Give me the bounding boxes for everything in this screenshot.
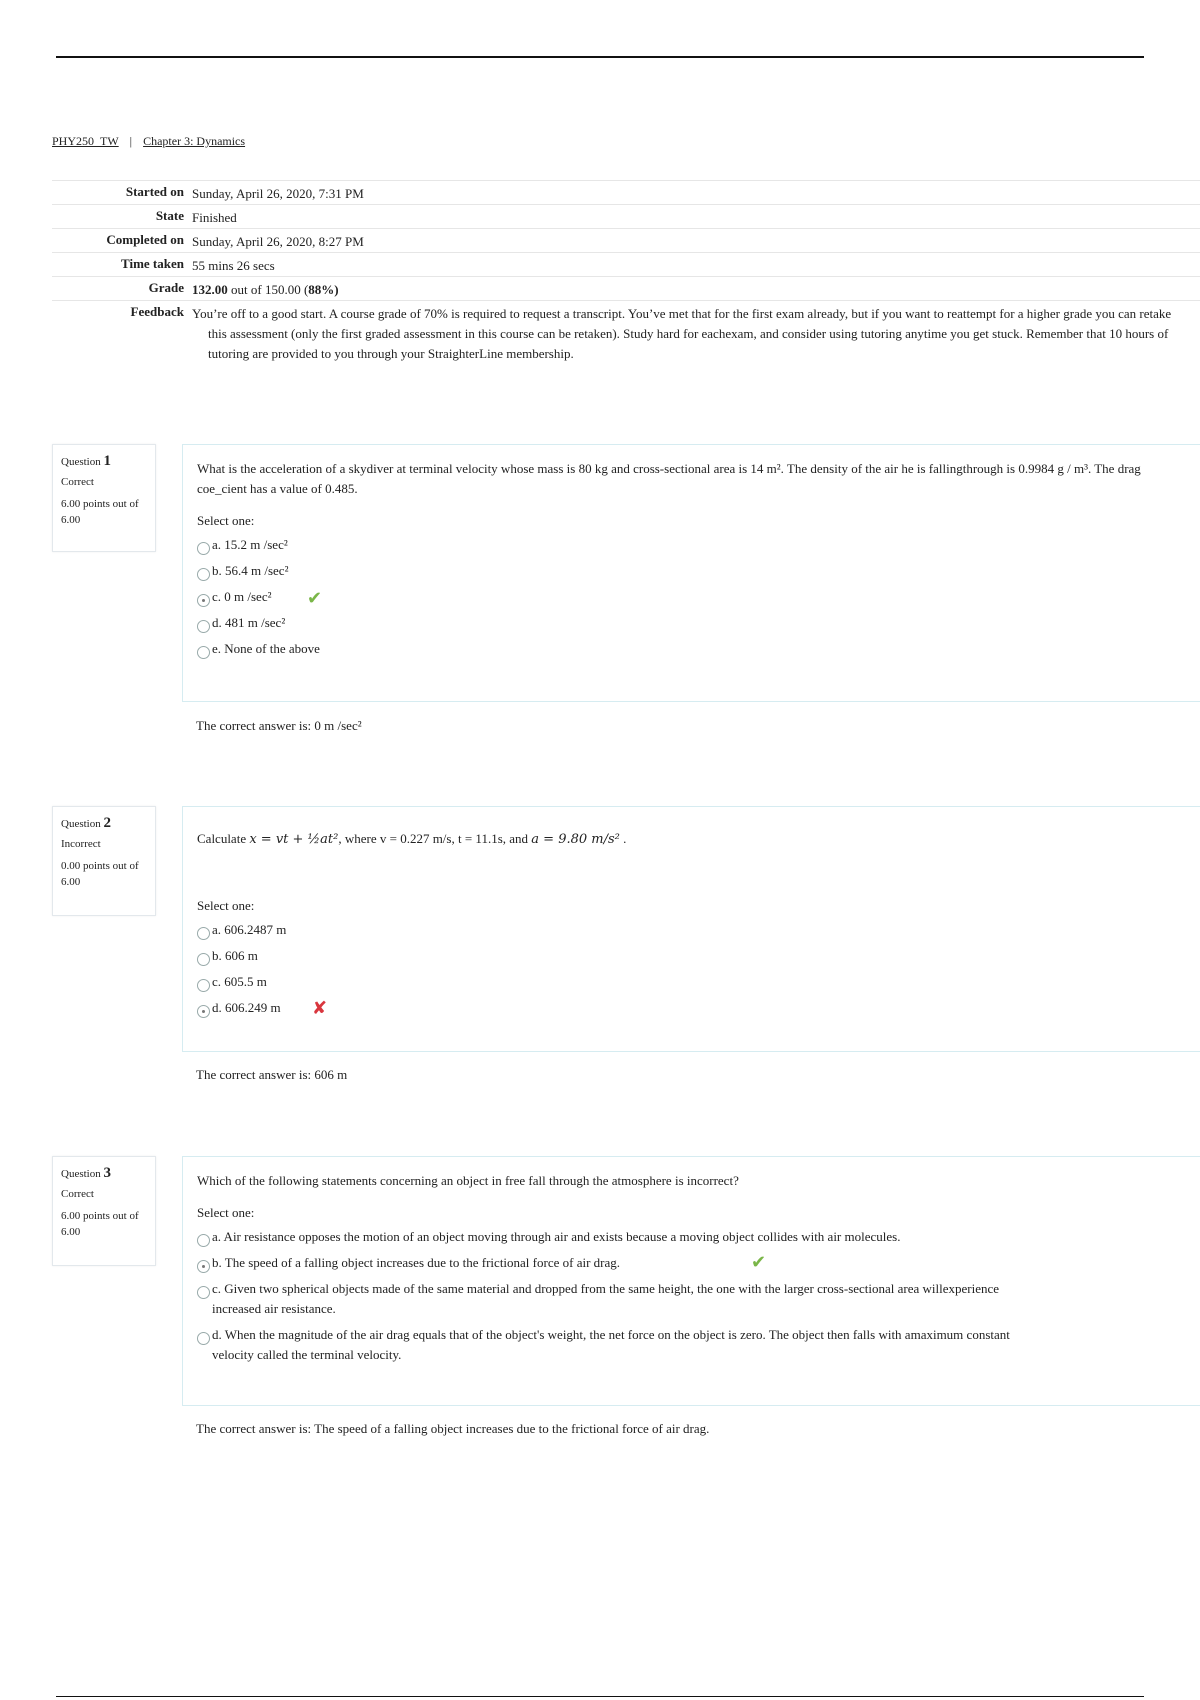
question-state: Correct — [61, 1188, 94, 1200]
answer-option[interactable]: b. 606 m — [197, 946, 1186, 966]
answer-option[interactable]: b. The speed of a falling object increases due to the frictional force of air drag. ✔ — [197, 1253, 1040, 1273]
question-number: Question 3 — [61, 1165, 111, 1181]
question-number: Question 1 — [61, 453, 111, 469]
radio-button[interactable] — [197, 620, 210, 633]
equation: x = vt + ½at² — [249, 832, 339, 847]
summary-label: Grade — [148, 280, 184, 295]
summary-row-time — [52, 252, 1200, 276]
attempt-summary-table — [52, 180, 1200, 364]
radio-button-selected[interactable] — [197, 1260, 210, 1273]
radio-button[interactable] — [197, 568, 210, 581]
question-grade: 6.00 points out of 6.00 — [61, 498, 139, 526]
summary-label: Started on — [125, 184, 184, 199]
correct-check-icon: ✔ — [307, 588, 323, 609]
answer-option[interactable]: a. 606.2487 m — [197, 920, 1186, 940]
question-box-3 — [182, 1156, 1200, 1406]
answer-option[interactable]: e. None of the above — [197, 639, 1186, 659]
breadcrumb-separator: | — [129, 134, 133, 148]
grade-percent: 88 — [308, 282, 322, 297]
select-one-label: Select one: — [197, 513, 255, 528]
breadcrumb-course-link[interactable]: PHY250_TW — [52, 134, 119, 148]
answer-option[interactable]: c. Given two spherical objects made of the same material and dropped from the same height, the one with the larger cross-sectional area willexperience increased air resistance. — [197, 1279, 1040, 1319]
question-text: Which of the following statements concerning an object in free fall through the atmosphere is incorrect? — [197, 1173, 739, 1188]
summary-row-grade — [52, 276, 1200, 300]
radio-button[interactable] — [197, 953, 210, 966]
summary-value: 55 mins 26 secs — [192, 258, 275, 273]
radio-button-selected[interactable] — [197, 1005, 210, 1018]
question-grade: 0.00 points out of 6.00 — [61, 860, 139, 888]
answer-option[interactable]: d. 606.249 m ✘ — [197, 998, 1186, 1018]
bottom-rule — [56, 1696, 1144, 1697]
question-box-1 — [182, 444, 1200, 702]
question-info-3 — [52, 1156, 156, 1266]
breadcrumb-chapter-link[interactable]: Chapter 3: Dynamics — [143, 134, 246, 148]
equation: a = 9.80 m/s² — [531, 832, 620, 847]
question-grade: 6.00 points out of 6.00 — [61, 1210, 139, 1238]
answer-option[interactable]: a. 15.2 m /sec² — [197, 535, 1186, 555]
answer-option[interactable]: b. 56.4 m /sec² — [197, 561, 1186, 581]
question-state: Incorrect — [61, 838, 101, 850]
question-text: What is the acceleration of a skydiver at terminal velocity whose mass is 80 kg and cross-sectional area is 14 m². The density of the air he is fallingthrough is 0.9984 g / m³. The drag coe_cient has a value of 0.485. — [197, 461, 1141, 496]
summary-row-feedback — [52, 300, 1200, 364]
select-one-label: Select one: — [197, 1205, 255, 1220]
answer-option[interactable]: d. When the magnitude of the air drag equals that of the object's weight, the net force on the object is zero. The object then falls with amaximum constant velocity called the terminal velocity. — [197, 1325, 1040, 1365]
summary-value — [192, 277, 1200, 300]
question-text: Calculate x = vt + ½at², where v = 0.227 m/s, t = 11.1s, and a = 9.80 m/s² . — [197, 831, 627, 847]
radio-button[interactable] — [197, 979, 210, 992]
summary-value: Sunday, April 26, 2020, 7:31 PM — [192, 186, 364, 201]
correct-answer-text: The correct answer is: 0 m /sec² — [196, 718, 362, 733]
question-info-2 — [52, 806, 156, 916]
summary-label: Time taken — [121, 256, 184, 271]
question-info-1 — [52, 444, 156, 552]
radio-button[interactable] — [197, 1234, 210, 1247]
radio-button-selected[interactable] — [197, 594, 210, 607]
radio-button[interactable] — [197, 1332, 210, 1345]
correct-check-icon: ✔ — [751, 1252, 767, 1273]
correct-answer-text: The correct answer is: The speed of a falling object increases due to the frictional force of air drag. — [196, 1421, 710, 1436]
radio-button[interactable] — [197, 927, 210, 940]
summary-label: State — [155, 208, 184, 223]
summary-row-completed — [52, 228, 1200, 252]
feedback-text: You’re off to a good start. A course grade of 70% is required to request a transcript. You’ve met that for the first exam already, but if you want to reattempt for a higher grade you can retake this assessment (only the first graded assessment in this course can be retaken). Study hard for eachexam, and consider using tutoring anytime you get stuck. Remember that 10 hours of tutoring are provided to you through your StraighterLine membership. — [192, 306, 1172, 361]
summary-label: Feedback — [130, 304, 184, 319]
summary-value: Finished — [192, 210, 237, 225]
answer-option[interactable]: a. Air resistance opposes the motion of an object moving through air and exists because a moving object collides with air molecules. — [197, 1227, 1040, 1247]
radio-button[interactable] — [197, 646, 210, 659]
breadcrumb — [52, 134, 245, 149]
question-box-2 — [182, 806, 1200, 1052]
select-one-label: Select one: — [197, 898, 255, 913]
top-rule — [56, 56, 1144, 58]
answer-option[interactable]: c. 605.5 m — [197, 972, 1186, 992]
grade-score: 132.00 — [192, 282, 228, 297]
answer-option[interactable]: c. 0 m /sec² ✔ — [197, 587, 1186, 607]
summary-value: Sunday, April 26, 2020, 8:27 PM — [192, 234, 364, 249]
radio-button[interactable] — [197, 542, 210, 555]
correct-answer-text: The correct answer is: 606 m — [196, 1067, 348, 1082]
grade-rest: out of 150.00 ( — [227, 282, 309, 297]
summary-row-started — [52, 180, 1200, 204]
summary-row-state — [52, 204, 1200, 228]
radio-button[interactable] — [197, 1286, 210, 1299]
summary-label: Completed on — [106, 232, 184, 247]
question-number: Question 2 — [61, 815, 111, 831]
question-state: Correct — [61, 476, 94, 488]
answer-option[interactable]: d. 481 m /sec² — [197, 613, 1186, 633]
grade-end: %) — [321, 282, 339, 297]
incorrect-cross-icon: ✘ — [312, 998, 328, 1019]
